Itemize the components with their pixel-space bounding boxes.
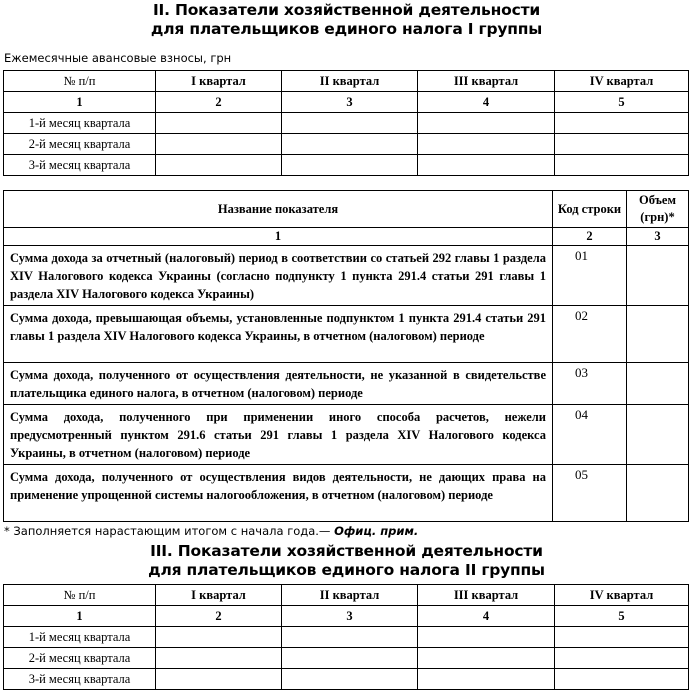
section-3-title-line2: для плательщиков единого налога II группы xyxy=(148,561,545,579)
input-cell[interactable] xyxy=(555,113,689,134)
table-row xyxy=(4,405,689,465)
table-row xyxy=(4,669,689,690)
row-label: 3-й месяц квартала xyxy=(4,155,156,176)
volume-input-cell[interactable] xyxy=(627,246,689,306)
col-num: 3 xyxy=(627,228,689,246)
indicator-name: Сумма дохода, полученного от осуществления деятельности, не указанной в свидетельстве плательщика единого налога, в отчетном (налоговом) периоде xyxy=(4,363,553,405)
volume-input-cell[interactable] xyxy=(627,465,689,522)
table-header-row xyxy=(4,191,689,228)
input-cell[interactable] xyxy=(555,134,689,155)
col-num: 1 xyxy=(4,228,553,246)
section-2-title xyxy=(0,1,693,39)
input-cell[interactable] xyxy=(156,648,282,669)
input-cell[interactable] xyxy=(282,669,418,690)
table-row xyxy=(4,627,689,648)
input-cell[interactable] xyxy=(282,648,418,669)
volume-input-cell[interactable] xyxy=(627,363,689,405)
header-q4: IV квартал xyxy=(555,71,689,92)
line-code: 01 xyxy=(553,246,627,306)
col-num: 5 xyxy=(555,92,689,113)
col-num: 3 xyxy=(282,606,418,627)
header-q3: III квартал xyxy=(418,585,555,606)
input-cell[interactable] xyxy=(418,155,555,176)
input-cell[interactable] xyxy=(282,155,418,176)
line-code: 03 xyxy=(553,363,627,405)
indicator-name: Сумма дохода, полученного от осуществления видов деятельности, не дающих права на применение упрощенной системы налогообложения, в отчетном (налоговом) периоде xyxy=(4,465,553,522)
quarterly-payments-table xyxy=(3,70,689,176)
table-row xyxy=(4,113,689,134)
column-number-row xyxy=(4,606,689,627)
input-cell[interactable] xyxy=(156,669,282,690)
footnote-text: * Заполняется нарастающим итогом с начала года.— xyxy=(4,524,335,538)
col-num: 2 xyxy=(553,228,627,246)
line-code: 05 xyxy=(553,465,627,522)
header-q1: I квартал xyxy=(156,585,282,606)
indicator-name: Сумма дохода, полученного при применении иного способа расчетов, нежели предусмотренный пунктом 291.6 статьи 291 главы 1 раздела XIV Налогового кодекса Украины, в отчетном (налоговом) периоде xyxy=(4,405,553,465)
indicator-name: Сумма дохода, превышающая объемы, установленные подпунктом 1 пункта 291.4 статьи 291 главы 1 раздела XIV Налогового кодекса Украины, в отчетном (налоговом) периоде xyxy=(4,306,553,363)
input-cell[interactable] xyxy=(555,669,689,690)
header-q2: II квартал xyxy=(282,585,418,606)
col-num: 5 xyxy=(555,606,689,627)
row-label: 2-й месяц квартала xyxy=(4,648,156,669)
header-number: № п/п xyxy=(4,585,156,606)
column-number-row xyxy=(4,228,689,246)
row-label: 2-й месяц квартала xyxy=(4,134,156,155)
table-row xyxy=(4,648,689,669)
input-cell[interactable] xyxy=(418,627,555,648)
footnote xyxy=(4,524,418,538)
col-num: 4 xyxy=(418,92,555,113)
table-row xyxy=(4,246,689,306)
input-cell[interactable] xyxy=(555,627,689,648)
section-2-title-line1: II. Показатели хозяйственной деятельности xyxy=(152,1,541,19)
row-label: 1-й месяц квартала xyxy=(4,113,156,134)
input-cell[interactable] xyxy=(156,134,282,155)
quarterly-payments-table-2 xyxy=(3,584,689,690)
input-cell[interactable] xyxy=(282,113,418,134)
input-cell[interactable] xyxy=(156,627,282,648)
col-num: 2 xyxy=(156,92,282,113)
indicators-table xyxy=(3,190,689,522)
footnote-emphasis: Офиц. прим. xyxy=(334,524,419,538)
section-3-title xyxy=(0,542,693,580)
table-row xyxy=(4,155,689,176)
header-q2: II квартал xyxy=(282,71,418,92)
payments-caption: Ежемесячные авансовые взносы, грн xyxy=(4,51,232,65)
input-cell[interactable] xyxy=(418,113,555,134)
input-cell[interactable] xyxy=(418,134,555,155)
header-q3: III квартал xyxy=(418,71,555,92)
input-cell[interactable] xyxy=(156,113,282,134)
col-num: 1 xyxy=(4,606,156,627)
table-row xyxy=(4,306,689,363)
section-2-title-line2: для плательщиков единого налога I группы xyxy=(150,20,543,38)
table-row xyxy=(4,363,689,405)
table-header-row xyxy=(4,71,689,92)
header-volume: Объем (грн)* xyxy=(627,191,689,228)
indicator-name: Сумма дохода за отчетный (налоговый) период в соответствии со статьей 292 главы 1 раздела XIV Налогового кодекса Украины (согласно подпункту 1 пункта 291.4 статьи 291 главы 1 раздела XIV Налогового кодекса Украины) xyxy=(4,246,553,306)
column-number-row xyxy=(4,92,689,113)
row-label: 1-й месяц квартала xyxy=(4,627,156,648)
header-line-code: Код строки xyxy=(553,191,627,228)
section-3-title-line1: III. Показатели хозяйственной деятельности xyxy=(150,542,543,560)
col-num: 1 xyxy=(4,92,156,113)
table-row xyxy=(4,134,689,155)
volume-input-cell[interactable] xyxy=(627,405,689,465)
input-cell[interactable] xyxy=(282,627,418,648)
col-num: 2 xyxy=(156,606,282,627)
input-cell[interactable] xyxy=(156,155,282,176)
input-cell[interactable] xyxy=(282,134,418,155)
input-cell[interactable] xyxy=(418,669,555,690)
table-header-row xyxy=(4,585,689,606)
input-cell[interactable] xyxy=(418,648,555,669)
header-q4: IV квартал xyxy=(555,585,689,606)
volume-input-cell[interactable] xyxy=(627,306,689,363)
header-q1: I квартал xyxy=(156,71,282,92)
table-row xyxy=(4,465,689,522)
header-indicator-name: Название показателя xyxy=(4,191,553,228)
row-label: 3-й месяц квартала xyxy=(4,669,156,690)
input-cell[interactable] xyxy=(555,155,689,176)
line-code: 02 xyxy=(553,306,627,363)
col-num: 3 xyxy=(282,92,418,113)
line-code: 04 xyxy=(553,405,627,465)
input-cell[interactable] xyxy=(555,648,689,669)
col-num: 4 xyxy=(418,606,555,627)
header-number: № п/п xyxy=(4,71,156,92)
